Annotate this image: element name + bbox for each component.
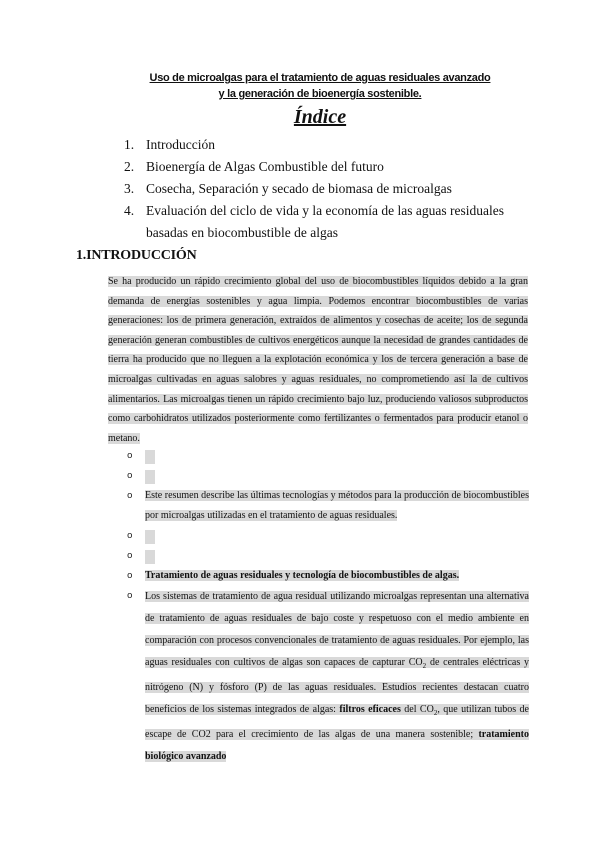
bullet-body-text — [145, 591, 529, 762]
toc-text: Evaluación del ciclo de vida y la economía de las aguas residuales — [146, 203, 504, 218]
empty-highlight — [145, 550, 155, 564]
bullet-symbol: o — [127, 531, 133, 541]
body-part-2: de centrales eléctricas y nitrógeno (N) y fósforo (P) de las aguas residuales. Estudios recientes destacan cuatro beneficios de los sistemas integrados de algas: — [145, 657, 529, 715]
document-title-line-1: Uso de microalgas para el tratamiento de aguas residuales avanzado — [149, 72, 491, 84]
subscript-2: 2 — [422, 662, 427, 670]
bullet-summary-text: Este resumen describe las últimas tecnologías y métodos para la producción de biocombustibles por microalgas utilizadas en el tratamiento de aguas residuales. — [145, 490, 529, 521]
body-part-1: Los sistemas de tratamiento de agua residual utilizando microalgas representan una alternativa de tratamiento de aguas residuales de bajo coste y respetuoso con el medio ambiente en comparación con procesos convencionales de tratamiento de aguas residuales. Por ejemplo, las aguas residuales con cultivos de algas son capaces de capturar CO — [145, 591, 529, 668]
bullet-symbol: o — [127, 591, 133, 601]
bullet-symbol: o — [127, 551, 133, 561]
bullet-summary — [145, 486, 529, 526]
bullet-subheading-text: Tratamiento de aguas residuales y tecnología de biocombustibles de algas. — [145, 570, 460, 581]
toc-number: 3. — [124, 181, 135, 196]
toc-text: Cosecha, Separación y secado de biomasa de microalgas — [146, 181, 452, 196]
toc-number: 2. — [124, 159, 135, 174]
bold-tratamiento-biologico: tratamiento biológico avanzado — [145, 729, 529, 762]
empty-highlight — [145, 470, 155, 484]
section-heading-introduccion: 1.INTRODUCCIÓN — [76, 248, 197, 263]
intro-paragraph — [108, 272, 528, 448]
toc-text: Introducción — [146, 137, 215, 152]
bullet-symbol: o — [127, 491, 133, 501]
bullet-symbol: o — [127, 571, 133, 581]
subscript-2: 2 — [433, 709, 438, 717]
bullet-symbol: o — [127, 471, 133, 481]
bullet-body — [145, 586, 529, 768]
document-title-line-2: y la generación de bioenergía sostenible. — [218, 88, 422, 100]
empty-highlight — [145, 530, 155, 544]
toc-text: Bioenergía de Algas Combustible del futuro — [146, 159, 384, 174]
body-part-4: , que utilizan tubos de escape de CO2 para el crecimiento de las algas de una manera sostenible; — [145, 704, 529, 740]
bullet-symbol: o — [127, 451, 133, 461]
index-heading: Índice — [293, 106, 347, 128]
bold-filtros-eficaces: filtros eficaces — [339, 704, 401, 715]
toc-text: basadas en biocombustible de algas — [146, 225, 338, 240]
empty-highlight — [145, 450, 155, 464]
toc-number: 1. — [124, 137, 135, 152]
body-part-3: del CO — [400, 704, 434, 715]
bullet-subheading — [145, 566, 529, 586]
toc-number: 4. — [124, 203, 135, 218]
intro-paragraph-text: Se ha producido un rápido crecimiento global del uso de biocombustibles líquidos debido a la gran demanda de energías sostenibles y agua limpia. Podemos encontrar biocombustibles de varias generaciones: los de primera generación, extraídos de alimentos y cosechas de aceite; los de segunda generación generan combustibles de cultivos energéticos aunque la necesidad de grandes cantidades de tierra ha producido que no lleguen a la explotación económica y los de tercera generación a base de microalgas cultivadas en aguas salobres y aguas residuales, no comprometiendo así la de cultivos alimentarios. Las microalgas tienen un rápido crecimiento bajo luz, produciendo valiosos subproductos como carbohidratos utilizados posteriormente como fertilizantes o fermentados para producir etanol o metano. — [108, 276, 528, 444]
